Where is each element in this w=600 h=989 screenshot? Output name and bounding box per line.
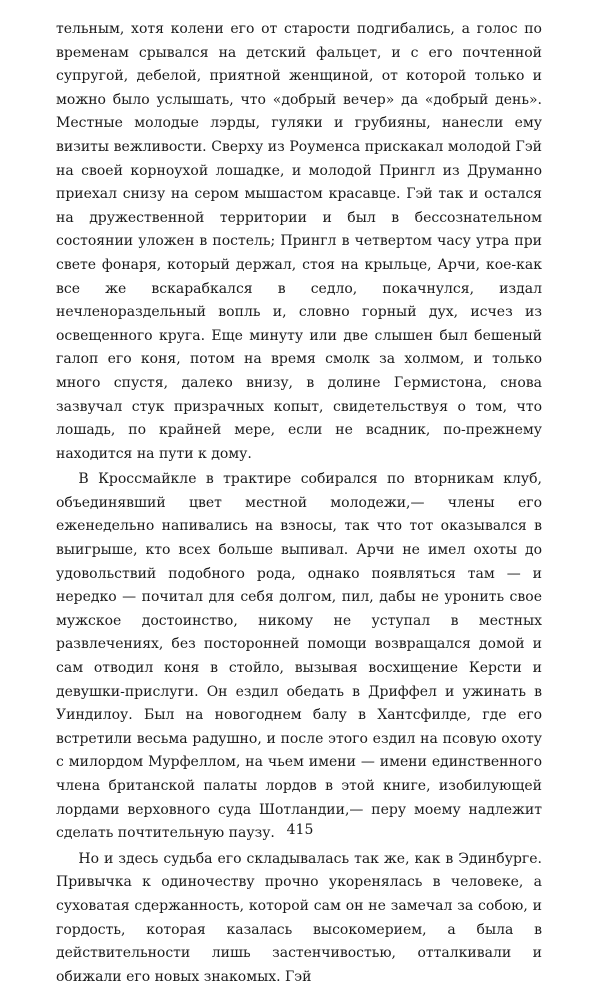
paragraph-3: Но и здесь судьба его складывалась так же, как в Эдинбурге. Привычка к одиночеству прочно укоренялась в человеке, а суховатая сдержанность, которой сам он не замечал за собою, и гордость, которая казалась высокомерием, а была в действительности лишь застенчивостью, отталкивали и обижали его новых знакомых. Гэй (56, 850, 542, 985)
paragraph-2: В Кроссмайкле в трактире собирался по вторникам клуб, объединявший цвет местной молодежи,— члены его еженедельно напивались на взносы, так что тот оказывался в выигрыше, кто всех больше выпивал. Арчи не имел охоты до удовольствий подобного рода, однако появляться там — и нередко — почитал для себя долгом, пил, дабы не уронить свое мужское достоинство, никому не уступал в местных развлечениях, без посторонней помощи возвращался домой и сам отводил коня в стойло, вызывая восхищение Керсти и девушки-прислуги. Он ездил обедать в Дриффел и ужинать в Уиндилоу. Был на новогоднем балу в Хантсфилде, где его встретили весьма радушно, и после этого ездил на псовую охоту с милордом Мурфеллом, на чьем имени — имени единственного члена британской палаты лордов в этой книге, изобилующей лордами верховного суда Шотландии,— перу моему надлежит сделать почтительную паузу. (56, 471, 542, 842)
page-number: 415 (286, 822, 314, 838)
page-body (56, 18, 542, 989)
paragraph-1: тельным, хотя колени его от старости подгибались, а голос по временам срывался на детский фальцет, и с его почтенной супругой, дебелой, приятной женщиной, от которой только и можно было услышать, что «добрый вечер» да «добрый день». Местные молодые лэрды, гуляки и грубияны, нанесли ему визиты вежливости. Сверху из Роуменса прискакал молодой Гэй на своей корноухой лошадке, и молодой Прингл из Друманно приехал снизу на сером мышастом красавце. Гэй так и остался на дружественной территории и был в бессознательном состоянии уложен в постель; Прингл в четвертом часу утра при свете фонаря, который держал, стоя на крыльце, Арчи, кое-как все же вскарабкался в седло, покачнулся, издал нечленораздельный вопль и, словно горный дух, исчез из освещенного круга. Еще минуту или две слышен был бешеный галоп его коня, потом на время смолк за холмом, и только много спустя, далеко внизу, в долине Гермистона, снова зазвучал стук призрачных копыт, свидетельствуя о том, что лошадь, по крайней мере, если не всадник, по-прежнему находится на пути к дому. (56, 21, 542, 462)
